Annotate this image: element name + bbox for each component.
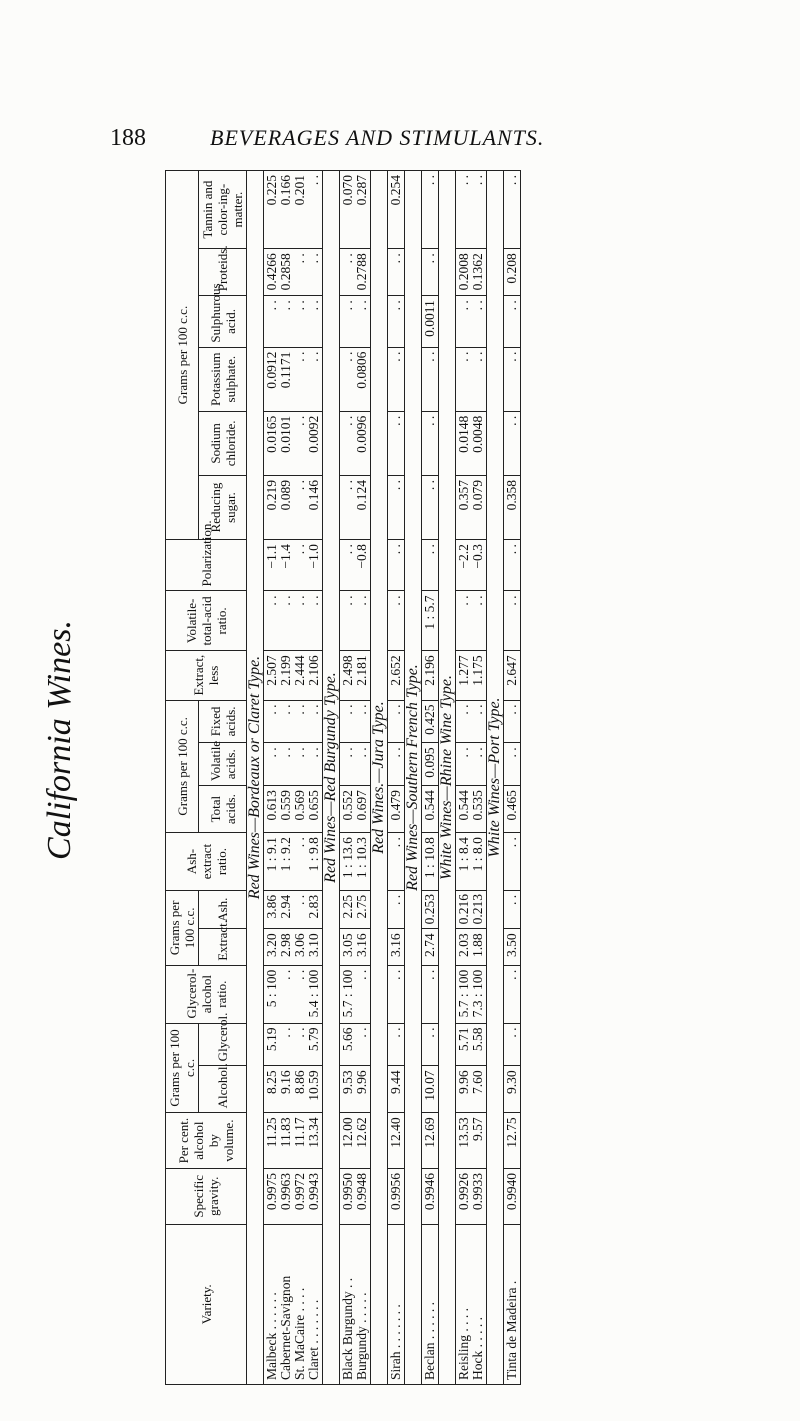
header-fixed-acids: Fixed acids.: [199, 700, 247, 743]
table-row: [388, 171, 405, 1385]
header-volatile-ratio: Volatile-total-acid ratio.: [166, 591, 247, 651]
cell-proteids: . . 0.2788: [340, 249, 371, 296]
cell-alcohol: 9.30: [504, 1066, 521, 1113]
cell-fixed-acids: . . . .: [340, 700, 371, 743]
table-row: [264, 171, 323, 1385]
cell-specific-gravity: 0.9946: [422, 1168, 439, 1224]
cell-total-acids: 0.544 0.535: [456, 786, 487, 833]
cell-glycerol-ratio: . .: [388, 965, 405, 1023]
cell-alcohol-volume: 11.25 11.83 11.17 13.34: [264, 1113, 323, 1169]
cell-polarization: . . −0.8: [340, 540, 371, 591]
cell-proteids: 0.2008 0.1362: [456, 249, 487, 296]
wine-analysis-table: [165, 170, 521, 1385]
cell-sodium-chloride: 0.0165 0.0101 . . 0.0092: [264, 411, 323, 475]
cell-specific-gravity: 0.9950 0.9948: [340, 1168, 371, 1224]
section-title: Red Wines—Southern French Type.: [405, 171, 422, 1385]
cell-glycerol: . .: [422, 1023, 439, 1066]
cell-sulphurous-acid: . . . .: [340, 296, 371, 347]
cell-volatile-ratio: . . . .: [340, 591, 371, 651]
section-title: Red Wines.—Jura Type.: [371, 171, 388, 1385]
section-title: Red Wines—Red Burgundy Type.: [323, 171, 340, 1385]
cell-extract: 3.50: [504, 929, 521, 965]
cell-glycerol-ratio: 5.7 : 100 . .: [340, 965, 371, 1023]
cell-reducing-sugar: 0.219 0.089 . . 0.146: [264, 475, 323, 539]
cell-proteids: 0.4266 0.2858 . . . .: [264, 249, 323, 296]
cell-tannin: 0.254: [388, 171, 405, 249]
cell-ash-extract-ratio: . .: [388, 833, 405, 891]
section-row: [405, 171, 422, 1385]
cell-ash: . .: [388, 890, 405, 929]
cell-variety: Malbeck . . . . . . Cabernet-Savignon St. MaCaire . . . . Claret . . . . . . .: [264, 1224, 323, 1384]
cell-glycerol-ratio: . .: [504, 965, 521, 1023]
cell-ash: . .: [504, 890, 521, 929]
cell-extract-less: 2.507 2.199 2.444 2.106: [264, 651, 323, 700]
header-glycerol: Glycerol.: [199, 1023, 247, 1066]
cell-sulphurous-acid: . . . .: [456, 296, 487, 347]
header-sulphurous-acid: Sulphurous acid.: [199, 296, 247, 347]
cell-proteids: . .: [388, 249, 405, 296]
cell-variety: Beclan . . . . . .: [422, 1224, 439, 1384]
header-specific-gravity: Specific gravity.: [166, 1168, 247, 1224]
cell-sodium-chloride: . . 0.0096: [340, 411, 371, 475]
cell-tannin: . .: [422, 171, 439, 249]
cell-alcohol-volume: 12.00 12.62: [340, 1113, 371, 1169]
section-row: [323, 171, 340, 1385]
header-group-4: Grams per 100 c.c.: [166, 171, 199, 540]
cell-ash: 2.25 2.75: [340, 890, 371, 929]
cell-extract-less: 1.277 1.175: [456, 651, 487, 700]
cell-tannin: 0.070 0.287: [340, 171, 371, 249]
cell-extract-less: 2.647: [504, 651, 521, 700]
table-row: [504, 171, 521, 1385]
cell-glycerol-ratio: 5.7 : 100 7.3 : 100: [456, 965, 487, 1023]
header-glycerol-ratio: Glycerol-alcohol ratio.: [166, 965, 247, 1023]
cell-glycerol: . .: [504, 1023, 521, 1066]
cell-polarization: −1.1 −1.4 . . −1.0: [264, 540, 323, 591]
cell-volatile-acids: 0.095: [422, 743, 439, 786]
header-group-3: Grams per 100 c.c.: [166, 700, 199, 833]
section-row: [487, 171, 504, 1385]
header-extract-less: Extract, less: [166, 651, 247, 700]
cell-alcohol: 9.96 7.60: [456, 1066, 487, 1113]
cell-tannin: 0.225 0.166 0.201 . .: [264, 171, 323, 249]
side-title-text: California Wines.: [41, 620, 78, 860]
cell-variety: Sirah . . . . . . .: [388, 1224, 405, 1384]
cell-variety: Reisling . . . . Hock . . . . .: [456, 1224, 487, 1384]
header-reducing-sugar: Reducing sugar.: [199, 475, 247, 539]
cell-sodium-chloride: . .: [422, 411, 439, 475]
header-total-acids: Total acids.: [199, 786, 247, 833]
cell-alcohol: 8.25 9.16 8.86 10.59: [264, 1066, 323, 1113]
cell-ash: 0.253: [422, 890, 439, 929]
cell-polarization: . .: [388, 540, 405, 591]
cell-specific-gravity: 0.9940: [504, 1168, 521, 1224]
cell-ash-extract-ratio: 1 : 10.8: [422, 833, 439, 891]
cell-sodium-chloride: . .: [504, 411, 521, 475]
cell-extract: 2.74: [422, 929, 439, 965]
cell-ash-extract-ratio: . .: [504, 833, 521, 891]
cell-total-acids: 0.544: [422, 786, 439, 833]
cell-tannin: . . . .: [456, 171, 487, 249]
header-row-top: [166, 171, 199, 1385]
cell-specific-gravity: 0.9926 0.9933: [456, 1168, 487, 1224]
cell-glycerol: 5.71 5.58: [456, 1023, 487, 1066]
cell-alcohol: 9.44: [388, 1066, 405, 1113]
cell-volatile-ratio: . . . .: [456, 591, 487, 651]
cell-ash-extract-ratio: 1 : 8.4 1 : 8.0: [456, 833, 487, 891]
cell-ash-extract-ratio: 1 : 9.1 1 : 9.2 . . 1 : 9.8: [264, 833, 323, 891]
cell-potassium-sulphate: . .: [504, 347, 521, 411]
cell-extract-less: 2.498 2.181: [340, 651, 371, 700]
cell-polarization: −2.2 −0.3: [456, 540, 487, 591]
header-group-2: Grams per 100 c.c.: [166, 890, 199, 965]
cell-volatile-acids: . . . .: [456, 743, 487, 786]
header-alcohol: Alcohol.: [199, 1066, 247, 1113]
cell-glycerol-ratio: 5 : 100 . . . . 5.4 : 100: [264, 965, 323, 1023]
cell-alcohol-volume: 12.75: [504, 1113, 521, 1169]
header-sodium-chloride: Sodium chloride.: [199, 411, 247, 475]
cell-tannin: . .: [504, 171, 521, 249]
cell-fixed-acids: . . . . . . . .: [264, 700, 323, 743]
cell-extract-less: 2.196: [422, 651, 439, 700]
section-row: [439, 171, 456, 1385]
cell-sulphurous-acid: . . . . . . . .: [264, 296, 323, 347]
cell-potassium-sulphate: . .: [422, 347, 439, 411]
cell-extract: 3.16: [388, 929, 405, 965]
cell-reducing-sugar: 0.357 0.079: [456, 475, 487, 539]
cell-potassium-sulphate: . . . .: [456, 347, 487, 411]
cell-volatile-ratio: . . . . . . . .: [264, 591, 323, 651]
rotated-table-container: [165, 170, 795, 1385]
cell-fixed-acids: . .: [388, 700, 405, 743]
cell-fixed-acids: 0.425: [422, 700, 439, 743]
header-extract: Extract.: [199, 929, 247, 965]
cell-alcohol-volume: 13.53 9.57: [456, 1113, 487, 1169]
cell-proteids: . .: [422, 249, 439, 296]
cell-extract-less: 2.652: [388, 651, 405, 700]
cell-glycerol: 5.19 . . . . 5.79: [264, 1023, 323, 1066]
cell-fixed-acids: . .: [504, 700, 521, 743]
cell-extract: 3.20 2.98 3.06 3.10: [264, 929, 323, 965]
cell-sodium-chloride: 0.0148 0.0048: [456, 411, 487, 475]
cell-volatile-acids: . .: [504, 743, 521, 786]
section-title: White Wines—Rhine Wine Type.: [439, 171, 456, 1385]
cell-glycerol-ratio: . .: [422, 965, 439, 1023]
cell-alcohol: 9.53 9.96: [340, 1066, 371, 1113]
cell-volatile-ratio: 1 : 5.7: [422, 591, 439, 651]
table-row: [340, 171, 371, 1385]
cell-total-acids: 0.613 0.559 0.569 0.655: [264, 786, 323, 833]
header-proteids: Proteids.: [199, 249, 247, 296]
cell-total-acids: 0.465: [504, 786, 521, 833]
section-row: [247, 171, 264, 1385]
cell-potassium-sulphate: . .: [388, 347, 405, 411]
cell-fixed-acids: . . . .: [456, 700, 487, 743]
cell-sulphurous-acid: . .: [388, 296, 405, 347]
cell-alcohol-volume: 12.40: [388, 1113, 405, 1169]
table-row: [456, 171, 487, 1385]
header-tannin: Tannin and color-ing-matter.: [199, 171, 247, 249]
header-group-1: Grams per 100 c.c.: [166, 1023, 199, 1113]
table-row: [422, 171, 439, 1385]
running-head: BEVERAGES AND STIMULANTS.: [210, 125, 545, 150]
cell-volatile-acids: . .: [388, 743, 405, 786]
cell-extract: 3.05 3.16: [340, 929, 371, 965]
cell-volatile-ratio: . .: [388, 591, 405, 651]
cell-alcohol-volume: 12.69: [422, 1113, 439, 1169]
cell-ash: 3.86 2.94 . . 2.83: [264, 890, 323, 929]
cell-reducing-sugar: . . 0.124: [340, 475, 371, 539]
cell-sulphurous-acid: . .: [504, 296, 521, 347]
header-polarization: Polarization.: [166, 540, 247, 591]
header-potassium-sulphate: Potassium sulphate.: [199, 347, 247, 411]
cell-sulphurous-acid: 0.0011: [422, 296, 439, 347]
header-ash-extract-ratio: Ash-extract ratio.: [166, 833, 247, 891]
cell-reducing-sugar: 0.358: [504, 475, 521, 539]
cell-ash-extract-ratio: 1 : 13.6 1 : 10.3: [340, 833, 371, 891]
cell-volatile-acids: . . . . . . . .: [264, 743, 323, 786]
cell-extract: 2.03 1.88: [456, 929, 487, 965]
cell-polarization: . .: [504, 540, 521, 591]
cell-volatile-ratio: . .: [504, 591, 521, 651]
cell-volatile-acids: . . . .: [340, 743, 371, 786]
cell-reducing-sugar: . .: [422, 475, 439, 539]
cell-glycerol: 5.66 . .: [340, 1023, 371, 1066]
header-variety: Variety.: [166, 1224, 247, 1384]
cell-total-acids: 0.552 0.697: [340, 786, 371, 833]
cell-glycerol: . .: [388, 1023, 405, 1066]
section-title: White Wines—Port Type.: [487, 171, 504, 1385]
cell-proteids: 0.208: [504, 249, 521, 296]
cell-ash: 0.216 0.213: [456, 890, 487, 929]
section-row: [371, 171, 388, 1385]
cell-sodium-chloride: . .: [388, 411, 405, 475]
cell-polarization: . .: [422, 540, 439, 591]
header-ash: Ash.: [199, 890, 247, 929]
header-alcohol-volume: Per cent. alcohol by volume.: [166, 1113, 247, 1169]
cell-variety: Tinta de Madeira .: [504, 1224, 521, 1384]
cell-total-acids: 0.479: [388, 786, 405, 833]
cell-reducing-sugar: . .: [388, 475, 405, 539]
cell-specific-gravity: 0.9975 0.9963 0.9972 0.9943: [264, 1168, 323, 1224]
table-body: [247, 171, 521, 1385]
cell-specific-gravity: 0.9956: [388, 1168, 405, 1224]
header-volatile-acids: Volatile acids.: [199, 743, 247, 786]
cell-potassium-sulphate: 0.0912 0.1171 . . . .: [264, 347, 323, 411]
section-title: Red Wines—Bordeaux or Claret Type.: [247, 171, 264, 1385]
page-number: 188: [110, 125, 146, 151]
cell-variety: Black Burgundy . . Burgundy . . . . .: [340, 1224, 371, 1384]
cell-potassium-sulphate: . . 0.0806: [340, 347, 371, 411]
cell-alcohol: 10.07: [422, 1066, 439, 1113]
